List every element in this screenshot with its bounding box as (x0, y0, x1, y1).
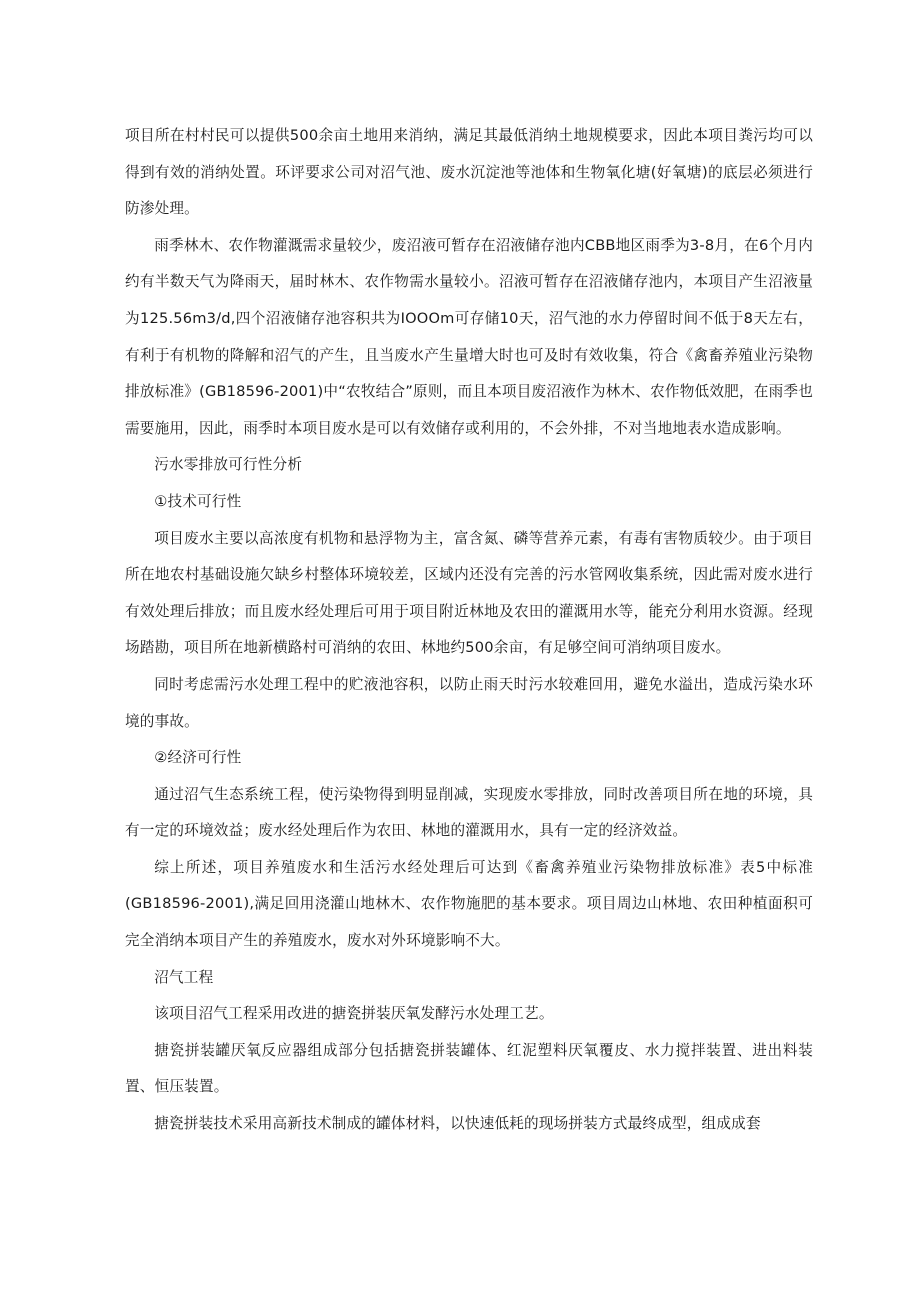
paragraph-3: 项目废水主要以高浓度有机物和悬浮物为主，富含氮、磷等营养元素，有毒有害物质较少。由于项目所在地农村基础设施欠缺乡村整体环境较差，区域内还没有完善的污水管网收集系统，因此需对废水进行有效处理后排放；而且废水经处理后可用于项目附近林地及农田的灌溉用水等，能充分利用水资源。经现场踏勘，项目所在地新横路村可消纳的农田、林地约500余亩，有足够空间可消纳项目废水。 (125, 529, 813, 657)
paragraph-7: 该项目沼气工程采用改进的搪瓷拼装厌氧发酵污水处理工艺。 (154, 1005, 554, 1023)
paragraph-2: 雨季林木、农作物灌溉需求量较少，废沼液可暂存在沼液储存池内CBB地区雨季为3-8月，在6个月内约有半数天气为降雨天，届时林木、农作物需水量较小。沼液可暂存在沼液储存池内，本项目产生沼液量为125.56m3∕d,四个沼液储存池容积共为IOOOm可存储10天，沼气池的水力停留时间不低于8天左右，有利于有机物的降解和沼气的产生，且当废水产生量增大时也可及时有效收集，符合《禽畜养殖业污染物排放标准》(GB18596-2001)中“农牧结合”原则，而且本项目废沼液作为林木、农作物低效肥，在雨季也需要施用，因此，雨季时本项目废水是可以有效储存或利用的，不会外排，不对当地地表水造成影响。 (125, 236, 813, 437)
paragraph-4: 同时考虑需污水处理工程中的贮液池容积，以防止雨天时污水较难回用，避免水溢出，造成污染水环境的事故。 (125, 675, 813, 730)
document-page (125, 118, 813, 1143)
subheading-economic: ②经济可行性 (154, 749, 242, 767)
paragraph-6: 综上所述，项目养殖废水和生活污水经处理后可达到《畜禽养殖业污染物排放标准》表5中标准(GB18596-2001),满足回用浇灌山地林木、农作物施肥的基本要求。项目周边山林地、农田种植面积可完全消纳本项目产生的养殖废水，废水对外环境影响不大。 (125, 858, 813, 950)
paragraph-9: 搪瓷拼装技术采用高新技术制成的罐体材料，以快速低耗的现场拼装方式最终成型，组成成套 (154, 1115, 761, 1133)
paragraph-8: 搪瓷拼装罐厌氧反应器组成部分包括搪瓷拼装罐体、红泥塑料厌氧覆皮、水力搅拌装置、进出料装置、恒压装置。 (125, 1041, 813, 1096)
section-heading-biogas: 沼气工程 (154, 968, 214, 986)
paragraph-5: 通过沼气生态系统工程，使污染物得到明显削减，实现废水零排放，同时改善项目所在地的环境，具有一定的环境效益；废水经处理后作为农田、林地的灌溉用水，具有一定的经济效益。 (125, 785, 813, 840)
paragraph-1: 项目所在村村民可以提供500余亩土地用来消纳，满足其最低消纳土地规模要求，因此本项目粪污均可以得到有效的消纳处置。环评要求公司对沼气池、废水沉淀池等池体和生物氧化塘(好氧塘)的底层必须进行防渗处理。 (125, 127, 813, 218)
subheading-technical: ①技术可行性 (154, 492, 242, 510)
section-heading-feasibility: 污水零排放可行性分析 (154, 456, 303, 474)
